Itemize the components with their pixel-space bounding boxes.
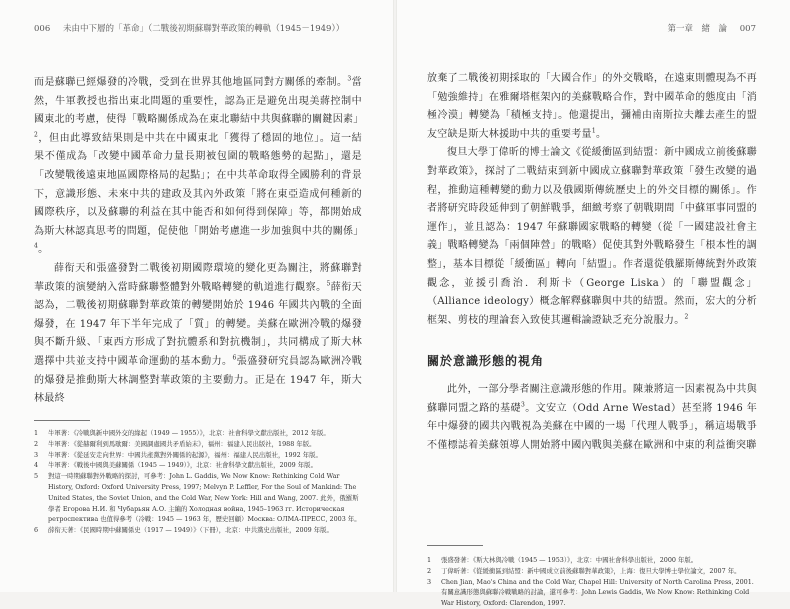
right-body-text xyxy=(427,70,757,455)
right-running-head xyxy=(668,22,756,34)
footnote-ref[interactable]: 3 xyxy=(347,75,352,83)
paragraph: 薛衔天和張盛發對二戰後初期國際環境的變化更為關注，將蘇聯對華政策的演變納入當時蘇聯整體對外戰略轉變的軌道進行觀察。$^5$薛衔天認為，二戰後初期蘇聯對華政策的轉變開始於 1946 年國共內戰的全面爆發，在 1947 年下半年完成了「質」的轉變。美蘇在歐洲冷戰的爆發與不斷升級、「東西方形成了對抗體系和對抗機制」，共同構成了斯大林選擇中共並支持中國革命運動的基本動力。$^6$張盛發研究員認為歐洲冷戰的爆發是推動斯大林調整對華政策的主要動力。正是在 1947 年，斯大林最終 xyxy=(34,262,362,405)
footnote-ref[interactable]: 3 xyxy=(521,401,526,409)
footnote: 6 薛衔天著：《民國時期中蘇關係史（1917 — 1949）》（下冊），北京：中共黨史出版社，2009 年版。 xyxy=(34,526,333,535)
footnote-ref[interactable]: 5 xyxy=(326,280,331,288)
left-page xyxy=(0,0,393,592)
right-running-chapter: 第一章 緒 論 xyxy=(667,24,728,34)
paragraph: 放棄了二戰後初期採取的「大國合作」的外交戰略，在遠東則體現為不再「勉強維持」在雅爾塔框架內的美蘇戰略合作，對中國革命的態度由「消極冷漠」轉變為「積極支持」。他還提出，彌補由南斯拉夫離去產生的盟友空缺是斯大林援助中共的重要考量$^1$。 xyxy=(427,73,757,140)
footnote-ref[interactable]: 1 xyxy=(591,127,596,135)
footnote-rule xyxy=(427,545,483,546)
left-running-head xyxy=(34,22,344,34)
footnote-rule xyxy=(34,420,90,421)
left-footnotes xyxy=(34,428,362,536)
footnote: 4 牛軍著：《戰後中國與美蘇關係（1945 — 1949）》，北京：社會科學文獻出版社，2009 年版。 xyxy=(34,461,317,470)
footnote: 2 丁偉昕著：《從緩衝區到結盟：新中國成立前後蘇聯對華政策》，上海：復旦大學博士學位論文，2007 年。 xyxy=(427,566,741,575)
footnote: 5 對這一時期蘇聯對外戰略的探討，可參考：John L. Gaddis, We Now Know: Rethinking Cold War History, Oxford: Oxford University Press, 1997; Melvyn P. Leffler, For the Soul of Mankind: The United States, the Soviet Union, and the Cold War, New York: Hill and Wang, 2007. 此外，俄羅斯學者 Егорова Н.И. 和 Чубарьян А.О. 主編的 Холодная война, 1945–1963 гг. Историческая ретроспектива 也值得參考（冷戰：1945 — 1963 年，歷史回顧）Москва: ОЛМА-ПРЕСС, 2003 年。 xyxy=(34,472,361,524)
paragraph: 而是蘇聯已經爆發的冷戰，受到在世界其他地區同對方關係的牽制。$^3$當然，牛軍教授也指出東北問題的重要性，認為正是避免出現美蔣控制中國東北的考慮，使得「戰略關係成為在東北聯結中共與蘇聯的關鍵因素」$^2$，但由此導致結果則是中共在中國東北「獲得了穩固的地位」。這一結果不僅成為「改變中國革命力量長期被包圍的戰略態勢的起點」，還是「改變戰後遠東地區國際格局的起點」；在中共革命取得全國勝利的背景下，意識形態、未來中共的建政及其內外政策「將在東亞造成何種新的國際秩序，以及蘇聯的利益在其中能否和如何得到保障」等，都開始成為斯大林認真思考的問題，促使他「開始考慮進一步加強與中共的關係」$^4$。 xyxy=(34,75,364,256)
left-page-number: 006 xyxy=(34,24,51,34)
right-footnotes xyxy=(427,555,757,609)
footnote: 1 牛軍著：《冷戰與新中國外交的緣起（1949 — 1955）》，北京：社會科學文獻出版社，2012 年版。 xyxy=(34,429,330,437)
footnote: 1 張盛發著：《斯大林與冷戰（1945 — 1953）》，北京：中國社會科學出版社，2000 年版。 xyxy=(427,556,698,564)
footnote: 3 牛軍著：《從延安走向世界：中國共產黨對外關係的起源》，福州：福建人民出版社，1992 年版。 xyxy=(34,450,322,459)
left-body-text xyxy=(34,74,362,409)
paragraph: 此外，一部分學者關注意識形態的作用。陳兼將這一因素視為中共與蘇聯同盟之路的基礎$^3$。文安立（Odd Arne Westad）甚至將 1946 年年中爆發的國共內戰視為美蘇在中國的一場「代理人戰爭」，稱這場戰爭不僅標誌着美蘇領導人開始將中國內戰與美蘇在歐洲和中東的利益衝突聯 xyxy=(427,383,757,451)
footnote-ref[interactable]: 4 xyxy=(34,243,39,251)
right-page-number: 007 xyxy=(739,24,756,34)
section-heading: 關於意識形態的視角 xyxy=(427,354,545,369)
left-running-title: 未由中下層的「革命」（二戰後初期蘇聯對華政策的轉軌（1945－1949）） xyxy=(62,24,345,34)
paragraph: 復旦大學丁偉昕的博士論文《從緩衝區到結盟：新中國成立前後蘇聯對華政策》，探討了二戰結束到新中國成立蘇聯對華政策「發生改變的過程，推動這種轉變的動力以及俄國斯傳統歷史上的外交目標的關係」。作者將研究時段延伸到了朝鮮戰爭，細緻考察了朝戰期間「中蘇軍事同盟的運作」，並且認為：1947 年蘇聯國家戰略的轉變（從「一國建設社會主義」戰略轉變為「兩個陣營」的戰略）促使其對外戰略發生「根本性的調整」，基本目標從「緩衝區」轉向「結盟」。作者還從俄羅斯傳統對外政策觀念，並援引喬治．利斯卡（George Liska）的「聯盟觀念」（Alliance ideology）概念解釋蘇聯與中共的結盟。然而，宏大的分析框架、剪枝的理論套入致使其邏輯論證缺乏充分說服力。$^2$ xyxy=(427,147,757,326)
footnote: 2 牛軍著：《從赫爾利到馬歇爾：美國調處國共矛盾始末》，福州：福建人民出版社，1988 年版。 xyxy=(34,439,316,448)
footnote-ref[interactable]: 2 xyxy=(684,313,689,321)
footnote-ref[interactable]: 6 xyxy=(232,354,237,362)
footnote-ref[interactable]: 2 xyxy=(34,131,39,139)
footnote: 3 Chen Jian, Mao's China and the Cold War, Chapel Hill: University of North Carolina Press, 2001. 有關意識形態與蘇聯冷戰戰略的討論，還可參考：John Lewis Gaddis, We Now Know: Rethinking Cold War History, Oxford: Clarendon, 1997. xyxy=(427,577,754,608)
right-page xyxy=(397,0,790,608)
